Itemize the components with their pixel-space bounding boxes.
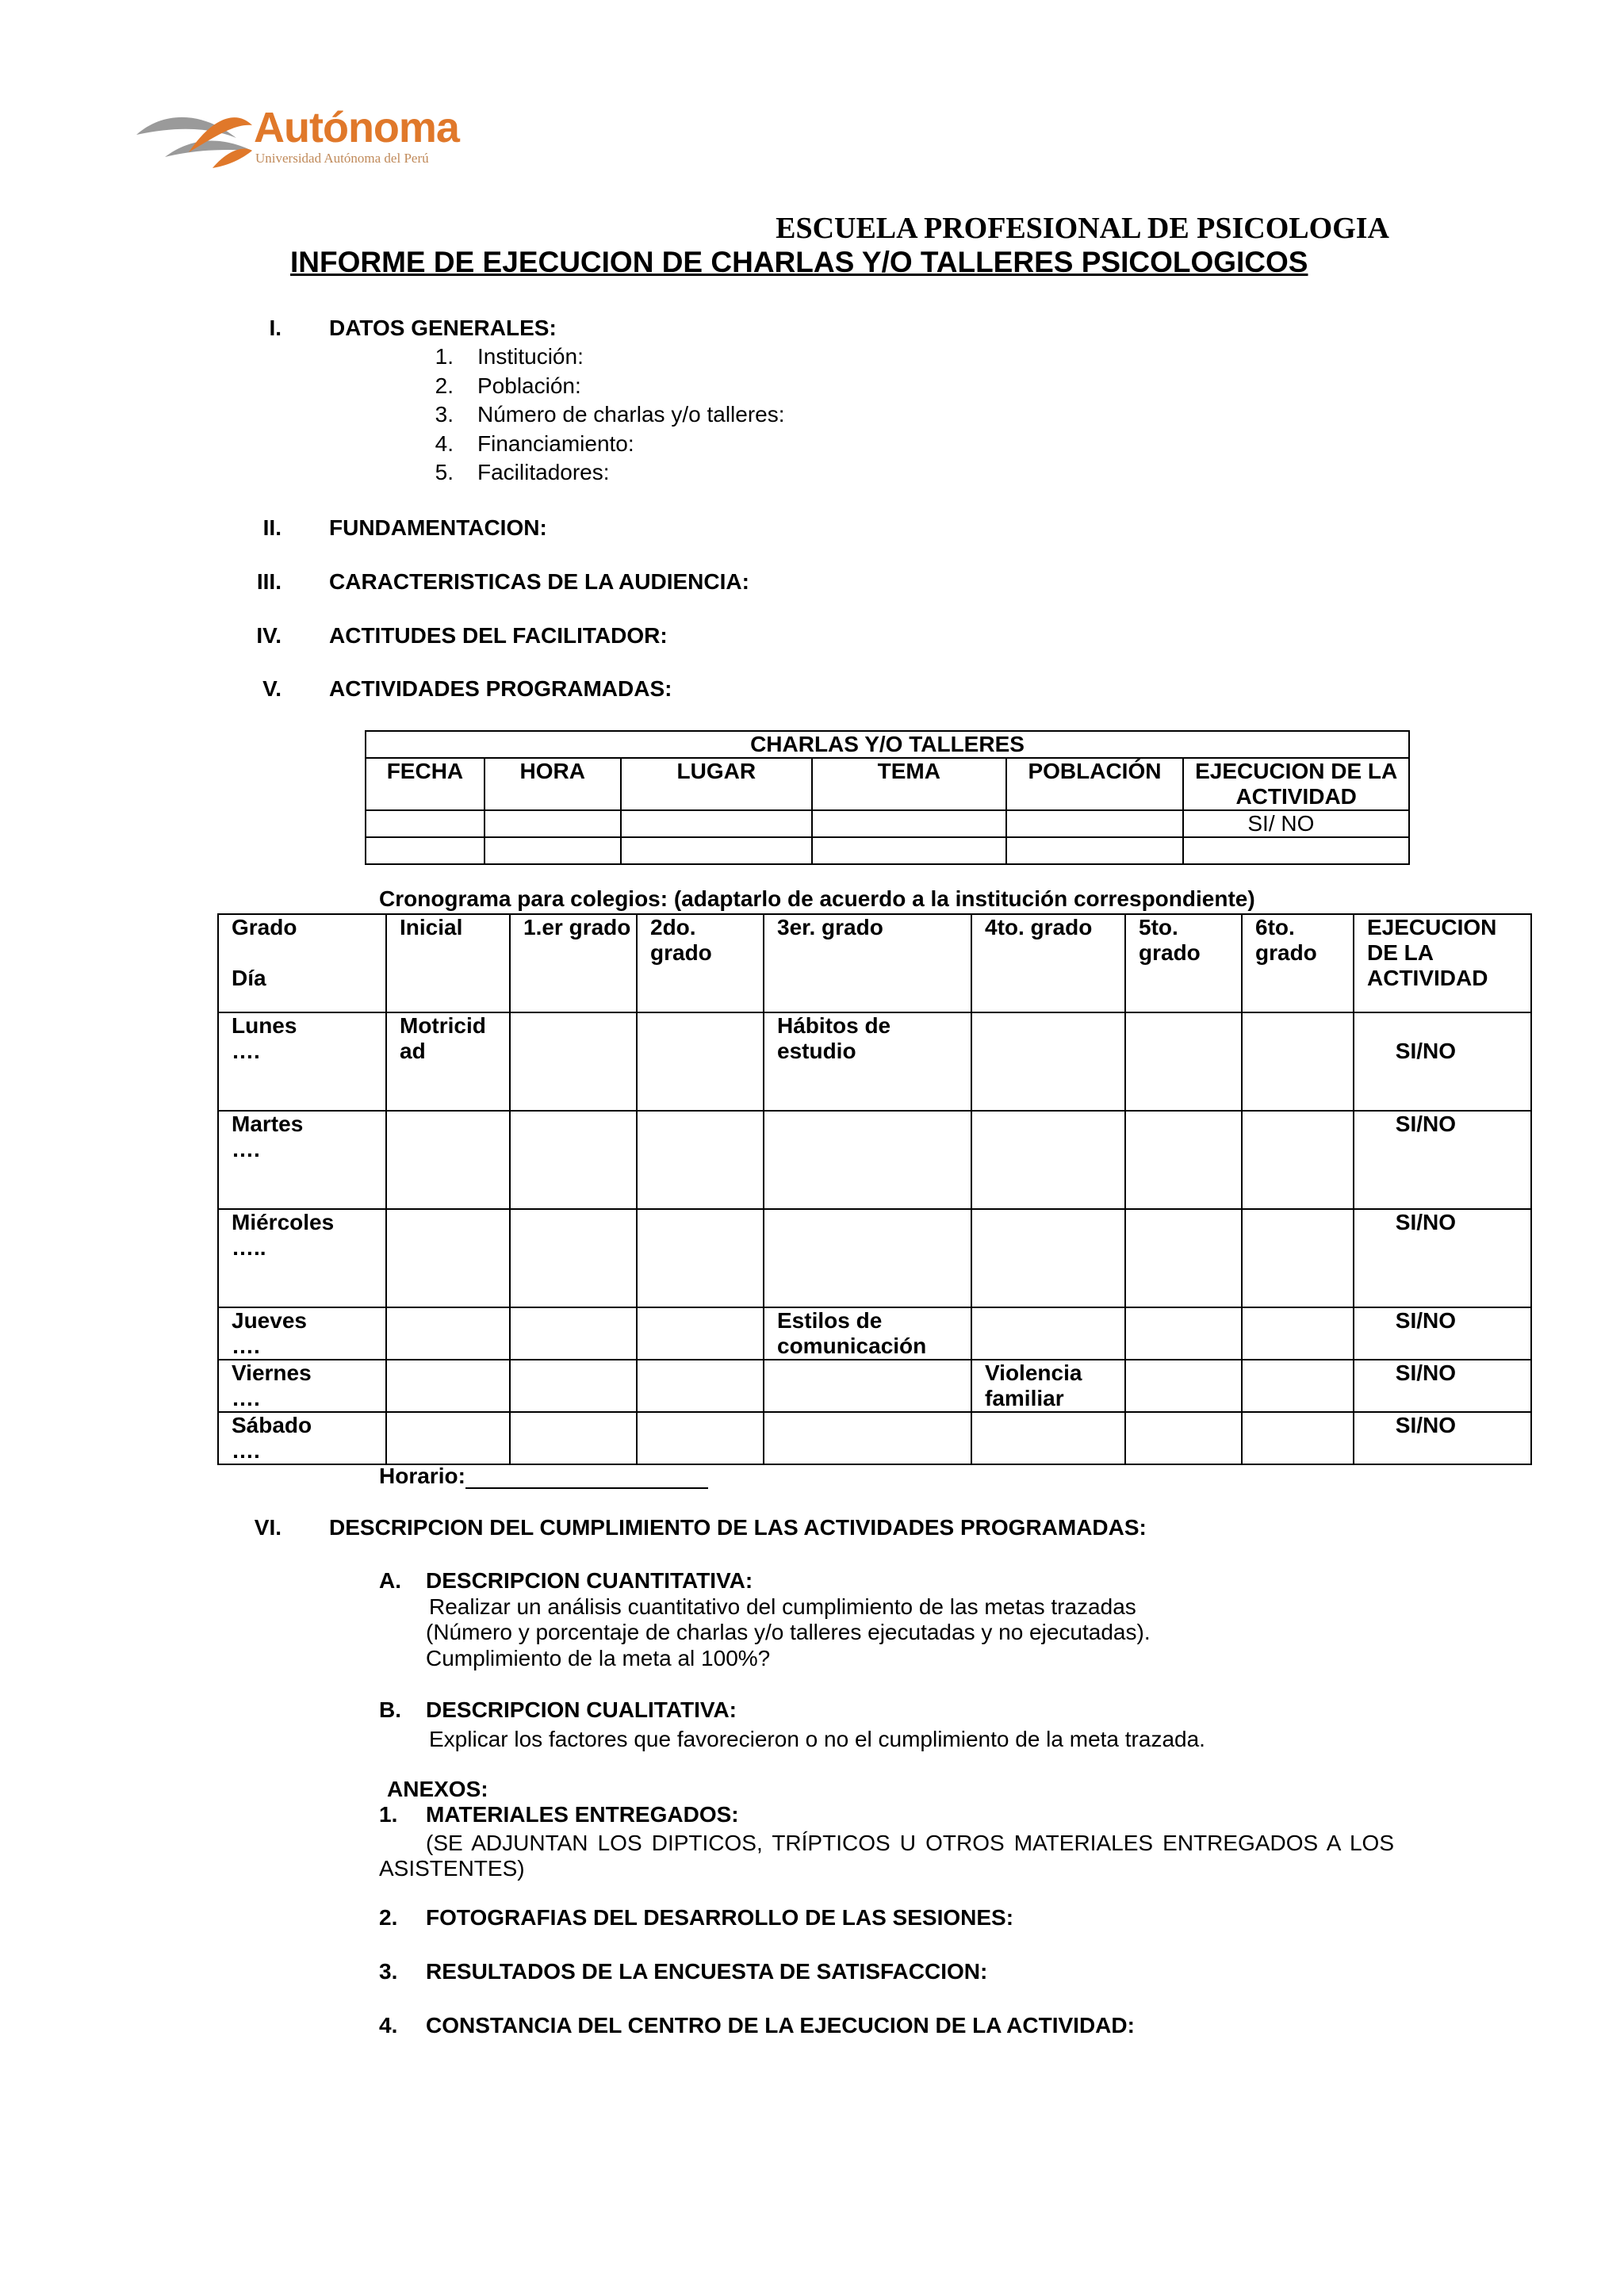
table-cell <box>971 1307 1125 1360</box>
column-header: 6to. grado <box>1242 914 1354 1012</box>
column-header: 4to. grado <box>971 914 1125 1012</box>
item-number: 5. <box>435 460 454 484</box>
column-header: Inicial <box>386 914 510 1012</box>
subsection-title: DESCRIPCION CUANTITATIVA: <box>426 1568 753 1593</box>
table-cell[interactable] <box>637 1360 764 1412</box>
table-row <box>218 1012 1531 1111</box>
anexo-number: 1. <box>379 1802 398 1827</box>
paragraph-line: Realizar un análisis cuantitativo del cumplimiento de las metas trazadas <box>429 1594 1136 1619</box>
day-dots: …. <box>232 1137 260 1161</box>
day-cell <box>218 1111 386 1209</box>
table-cell[interactable] <box>1242 1012 1354 1111</box>
table-cell[interactable] <box>1125 1412 1242 1464</box>
day-label: Miércoles <box>232 1210 335 1234</box>
cronograma-title: Cronograma para colegios: (adaptarlo de acuerdo a la institución correspondiente) <box>379 886 1255 911</box>
table-cell <box>971 1412 1125 1464</box>
school-heading: ESCUELA PROFESIONAL DE PSICOLOGIA <box>776 212 1389 245</box>
grado-dia-header <box>218 914 386 1012</box>
charlas-table <box>365 730 1410 865</box>
day-cell <box>218 1412 386 1464</box>
day-label: Jueves <box>232 1308 307 1333</box>
anexo-number: 3. <box>379 1959 398 1984</box>
day-cell <box>218 1360 386 1412</box>
table-cell[interactable] <box>366 810 485 837</box>
anexo-number: 4. <box>379 2013 398 2038</box>
day-cell <box>218 1209 386 1307</box>
item-number: 4. <box>435 431 454 456</box>
table-cell <box>386 1111 510 1209</box>
day-dots: …. <box>232 1438 260 1463</box>
table-cell <box>386 1412 510 1464</box>
table-cell[interactable] <box>1242 1111 1354 1209</box>
day-label: Viernes <box>232 1360 312 1385</box>
sino-cell: SI/NO <box>1354 1111 1531 1209</box>
table-cell[interactable] <box>1125 1111 1242 1209</box>
item-label-facilitadores: Facilitadores: <box>477 460 610 484</box>
paragraph-line: Explicar los factores que favorecieron o no el cumplimiento de la meta trazada. <box>429 1727 1205 1751</box>
anexo-number: 2. <box>379 1905 398 1930</box>
table-cell <box>971 1209 1125 1307</box>
anexo-label: FOTOGRAFIAS DEL DESARROLLO DE LAS SESIONES: <box>426 1905 1014 1930</box>
table-cell[interactable] <box>1242 1209 1354 1307</box>
column-header: 3er. grado <box>764 914 971 1012</box>
anexo-label: CONSTANCIA DEL CENTRO DE LA EJECUCION DE LA ACTIVIDAD: <box>426 2013 1135 2038</box>
table-cell: Estilos de comunicación <box>764 1307 971 1360</box>
table-cell[interactable] <box>1242 1307 1354 1360</box>
table-cell[interactable] <box>1125 1307 1242 1360</box>
table-caption: CHARLAS Y/O TALLERES <box>366 731 1409 758</box>
section-title: FUNDAMENTACION: <box>329 515 547 540</box>
anexo-label: MATERIALES ENTREGADOS: <box>426 1802 739 1827</box>
section-number: V. <box>262 676 282 701</box>
table-cell[interactable] <box>510 1209 637 1307</box>
table-cell <box>764 1209 971 1307</box>
item-label-numero: Número de charlas y/o talleres: <box>477 402 785 427</box>
column-header: EJECUCION DE LA ACTIVIDAD <box>1183 758 1409 810</box>
column-header: 1.er grado <box>510 914 637 1012</box>
table-cell[interactable] <box>1242 1360 1354 1412</box>
day-cell <box>218 1012 386 1111</box>
table-cell[interactable] <box>1183 837 1409 864</box>
table-cell[interactable] <box>637 1209 764 1307</box>
table-cell[interactable] <box>621 810 813 837</box>
column-header: 2do. grado <box>637 914 764 1012</box>
day-dots: …. <box>232 1334 260 1358</box>
section-title: DESCRIPCION DEL CUMPLIMIENTO DE LAS ACTIVIDADES PROGRAMADAS: <box>329 1515 1147 1540</box>
day-cell <box>218 1307 386 1360</box>
table-cell[interactable] <box>510 1412 637 1464</box>
anexo-label: RESULTADOS DE LA ENCUESTA DE SATISFACCION: <box>426 1959 988 1984</box>
item-label-poblacion: Población: <box>477 373 581 398</box>
section-title: ACTIVIDADES PROGRAMADAS: <box>329 676 672 701</box>
table-cell[interactable] <box>1006 810 1184 837</box>
sino-cell: SI/NO <box>1354 1360 1531 1412</box>
day-label: Sábado <box>232 1413 312 1437</box>
cronograma-table <box>217 913 1532 1465</box>
item-number: 1. <box>435 344 454 369</box>
section-number: II. <box>262 515 282 540</box>
section-number: VI. <box>254 1515 282 1540</box>
column-header: POBLACIÓN <box>1006 758 1184 810</box>
subsection-letter: B. <box>379 1697 401 1722</box>
section-number: IV. <box>256 623 282 648</box>
column-header: EJECUCION DE LA ACTIVIDAD <box>1354 914 1531 1012</box>
horario-label: Horario: <box>379 1464 465 1488</box>
section-title: ACTITUDES DEL FACILITADOR: <box>329 623 668 648</box>
paragraph-line: (Número y porcentaje de charlas y/o talleres ejecutadas y no ejecutadas). <box>426 1620 1151 1644</box>
table-cell: Hábitos de estudio <box>764 1012 971 1111</box>
sino-cell: SI/ NO <box>1183 810 1409 837</box>
anexos-title: ANEXOS: <box>387 1777 488 1801</box>
sino-cell: SI/NO <box>1354 1307 1531 1360</box>
table-cell[interactable] <box>1125 1360 1242 1412</box>
sino-cell: SI/NO <box>1354 1209 1531 1307</box>
table-cell[interactable] <box>1125 1012 1242 1111</box>
section-number: III. <box>256 569 282 594</box>
table-cell[interactable] <box>510 1111 637 1209</box>
table-row <box>218 1412 1531 1464</box>
table-cell[interactable] <box>637 1307 764 1360</box>
section-title: CARACTERISTICAS DE LA AUDIENCIA: <box>329 569 749 594</box>
column-header: 5to. grado <box>1125 914 1242 1012</box>
section-title: DATOS GENERALES: <box>329 316 557 340</box>
report-title: INFORME DE EJECUCION DE CHARLAS Y/O TALLERES PSICOLOGICOS <box>290 246 1308 278</box>
subsection-letter: A. <box>379 1568 401 1593</box>
grado-label: Grado <box>232 915 297 939</box>
section-number: I. <box>269 316 282 340</box>
item-label-financiamiento: Financiamiento: <box>477 431 634 456</box>
day-dots: …. <box>232 1386 260 1410</box>
table-cell: Motricid ad <box>386 1012 510 1111</box>
table-cell[interactable] <box>637 1412 764 1464</box>
table-cell[interactable] <box>485 810 621 837</box>
day-dots: …. <box>232 1039 260 1063</box>
sino-cell: SI/NO <box>1354 1412 1531 1464</box>
column-header: TEMA <box>812 758 1005 810</box>
table-cell[interactable] <box>485 837 621 864</box>
column-header: FECHA <box>366 758 485 810</box>
table-cell <box>386 1307 510 1360</box>
day-label: Martes <box>232 1112 304 1136</box>
table-cell[interactable] <box>1006 837 1184 864</box>
anexo-note: (SE ADJUNTAN LOS DIPTICOS, TRÍPTICOS U OTROS MATERIALES ENTREGADOS A LOS ASISTENTES) <box>379 1831 1394 1881</box>
table-cell <box>971 1111 1125 1209</box>
day-dots: ….. <box>232 1235 266 1260</box>
table-cell <box>386 1360 510 1412</box>
table-cell[interactable] <box>812 837 1005 864</box>
table-row <box>218 1360 1531 1412</box>
table-cell[interactable] <box>1125 1209 1242 1307</box>
table-cell <box>386 1209 510 1307</box>
day-label: Lunes <box>232 1013 297 1038</box>
logo-wordmark: Autónoma <box>254 104 459 151</box>
table-cell[interactable] <box>637 1111 764 1209</box>
item-number: 2. <box>435 373 454 398</box>
item-label-institucion: Institución: <box>477 344 584 369</box>
table-cell <box>764 1412 971 1464</box>
table-cell <box>971 1012 1125 1111</box>
horario-blank-line[interactable] <box>465 1465 708 1489</box>
sino-cell: SI/NO <box>1354 1012 1531 1111</box>
table-cell <box>764 1360 971 1412</box>
table-cell <box>764 1111 971 1209</box>
table-cell[interactable] <box>510 1012 637 1111</box>
table-cell[interactable] <box>637 1012 764 1111</box>
column-header: HORA <box>485 758 621 810</box>
logo-subtitle: Universidad Autónoma del Perú <box>255 151 429 166</box>
table-row <box>218 1307 1531 1360</box>
table-cell[interactable] <box>812 810 1005 837</box>
paragraph-line: Cumplimiento de la meta al 100%? <box>426 1646 771 1670</box>
dia-label: Día <box>232 966 266 990</box>
table-cell[interactable] <box>510 1307 637 1360</box>
table-cell[interactable] <box>621 837 813 864</box>
table-cell[interactable] <box>1242 1412 1354 1464</box>
table-row <box>218 1209 1531 1307</box>
table-cell: Violencia familiar <box>971 1360 1125 1412</box>
table-cell[interactable] <box>510 1360 637 1412</box>
subsection-title: DESCRIPCION CUALITATIVA: <box>426 1697 737 1722</box>
horario-field[interactable] <box>379 1464 708 1489</box>
table-row <box>218 1111 1531 1209</box>
table-cell[interactable] <box>366 837 485 864</box>
item-number: 3. <box>435 402 454 427</box>
column-header: LUGAR <box>621 758 813 810</box>
